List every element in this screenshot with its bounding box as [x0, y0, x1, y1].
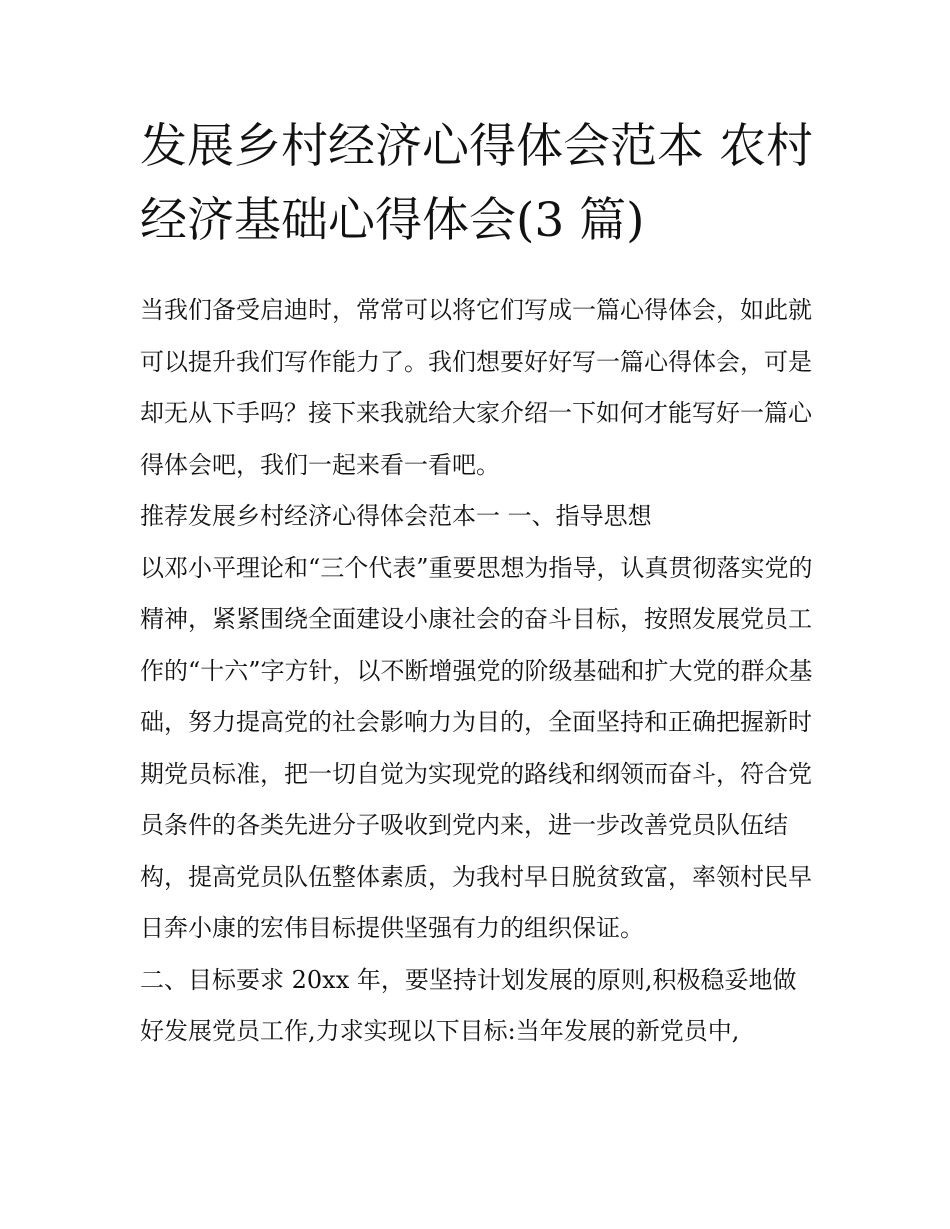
intro-paragraph: 当我们备受启迪时，常常可以将它们写成一篇心得体会，如此就可以提升我们写作能力了。我们想要好好写一篇心得体会，可是却无从下手吗？接下来我就给大家介绍一下如何才能写好一篇心得体会吧，我们一起来看一看吧。: [140, 296, 812, 479]
document-page: [140, 110, 820, 1058]
guiding-ideology-paragraph: 以邓小平理论和“三个代表”重要思想为指导，认真贯彻落实党的精神，紧紧围绕全面建设小康社会的奋斗目标，按照发展党员工作的“十六”字方针，以不断增强党的阶级基础和扩大党的群众基础，努力提高党的社会影响力为目的，全面坚持和正确把握新时期党员标准，把一切自觉为实现党的路线和纲领而奋斗，符合党员条件的各类先进分子吸收到党内来，进一步改善党员队伍结构，提高党员队伍整体素质，为我村早日脱贫致富，率领村民早日奔小康的宏伟目标提供坚强有力的组织保证。: [140, 553, 813, 942]
goals-paragraph: 二、目标要求 20xx 年，要坚持计划发展的原则,积极稳妥地做好发展党员工作,力求实现以下目标:当年发展的新党员中,: [140, 965, 797, 1045]
section-heading-guiding-ideology: 推荐发展乡村经济心得体会范本一 一、指导思想: [140, 502, 652, 530]
document-title: 发展乡村经济心得体会范本 农村经济基础心得体会(3 篇): [140, 119, 813, 248]
